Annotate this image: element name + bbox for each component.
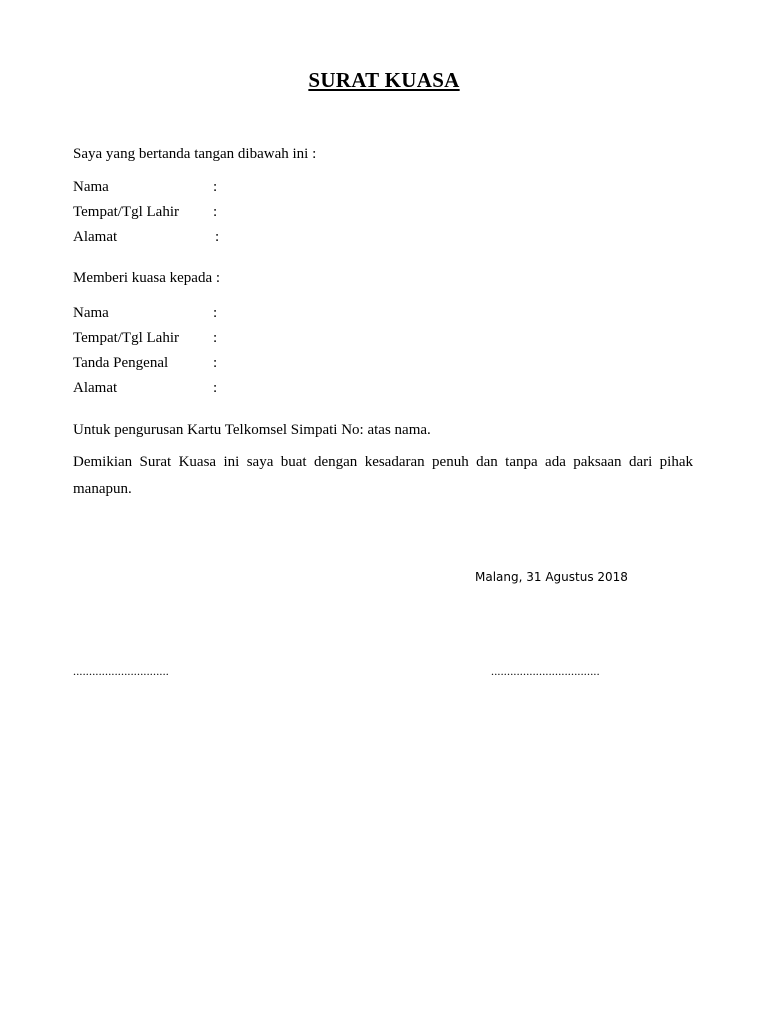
grantee-birth-label: Tempat/Tgl Lahir xyxy=(73,330,179,346)
grant-heading: Memberi kuasa kepada : xyxy=(73,270,221,286)
grantor-name-label: Nama xyxy=(73,179,109,195)
grantor-birth-label: Tempat/Tgl Lahir xyxy=(73,204,179,220)
grantee-name-colon: : xyxy=(213,305,218,321)
grantee-name-label: Nama xyxy=(73,305,109,321)
grantee-address-colon: : xyxy=(213,380,218,396)
grantee-id-colon: : xyxy=(213,355,218,371)
intro-text: Saya yang bertanda tangan dibawah ini : xyxy=(73,146,317,162)
purpose-text: Untuk pengurusan Kartu Telkomsel Simpati No: atas nama. xyxy=(73,422,431,438)
place-date: Malang, 31 Agustus 2018 xyxy=(475,570,628,584)
signature-line-left: .............................. xyxy=(73,664,169,678)
grantee-address-label: Alamat xyxy=(73,380,118,396)
grantor-address-colon: : xyxy=(215,229,220,245)
closing-paragraph: Demikian Surat Kuasa ini saya buat dengan kesadaran penuh dan tanpa ada paksaan dari pihak manapun. xyxy=(73,454,693,497)
signature-line-right: .................................. xyxy=(491,664,600,678)
grantee-birth-colon: : xyxy=(213,330,218,346)
document-title: SURAT KUASA xyxy=(308,68,460,92)
grantor-name-colon: : xyxy=(213,179,218,195)
grantor-birth-colon: : xyxy=(213,204,218,220)
grantee-id-label: Tanda Pengenal xyxy=(73,355,169,371)
grantor-address-label: Alamat xyxy=(73,229,118,245)
